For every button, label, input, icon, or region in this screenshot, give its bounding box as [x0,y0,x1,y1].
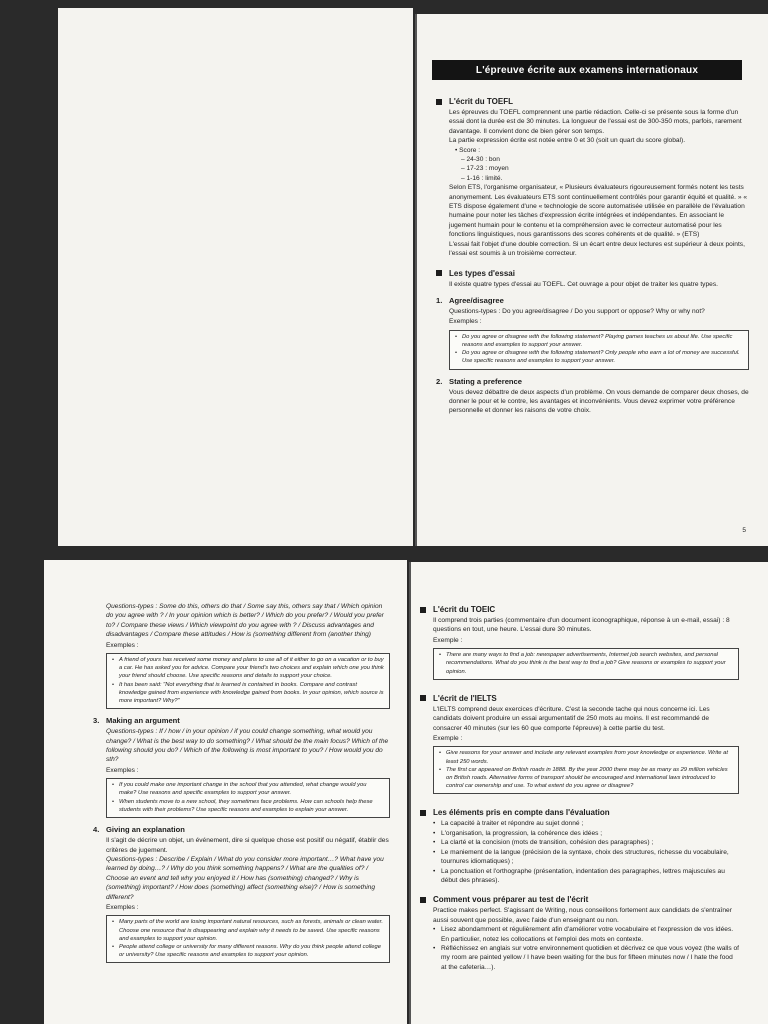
score-item: – 24-30 : bon [461,156,500,164]
example-item: • There are many ways to find a job: newspaper advertisements, Internet job search websites, and personal recommendations. What do you think is the best way to find a job? Give reasons or examples to support your opinion. [439,652,726,675]
section-3-question-types: Questions-types : If / how / in your opinion / if you could change something, what would you change? / What is the best way to do something? / What should be the main focus? Which of the following should you do? / Which of the following is most important to you? / How would you do sth? [106,728,389,764]
section-4-heading: 4. Giving an explanation [93,825,185,835]
blank-page-left [58,8,413,546]
square-bullet-icon [436,270,442,276]
section-2-text: Vous devez débattre de deux aspects d'un problème. On vous demande de comparer deux choses, de donner le pour et le contre, les avantages et inconvénients. Vous devez exprimer votre préférence personnelle et donner les raisons de votre choix. [449,388,749,415]
examples-label: Exemples : [449,318,482,326]
example-box [433,648,739,680]
section-1-question-types: Questions-types : Do you agree/disagree / Do you support or oppose? Why or why not? [449,307,705,315]
score-item: – 17-23 : moyen [461,165,509,173]
score-item: – 1-16 : limité. [461,174,503,182]
chapter-banner: L'épreuve écrite aux examens internationaux [432,60,742,80]
prepare-intro: Practice makes perfect. S'agissant de Writing, nous conseillons fortement aux candidats de s'entraîner aussi souvent que possible, avec l'aide d'un enseignant ou non. [433,907,732,924]
example-item: • Do you agree or disagree with the following statement? Only people who earn a lot of money are successful. Use specific reasons and examples to support your answer. [455,350,740,365]
example-item: • Give reasons for your answer and include any relevant examples from your knowledge or experience. Write at least 250 words. [439,750,728,765]
criteria-item: • L'organisation, la progression, la cohérence des idées ; [433,829,603,837]
page-7-column [433,604,739,972]
example-label: Exemple : [433,636,463,644]
examples-label: Exemples : [106,903,139,911]
page-7 [409,562,768,1024]
prepare-item: • Réfléchissez en anglais sur votre environnement quotidien et décrivez ce que vous voyez (the walls of my room are painted yellow / I have been waiting for the bus for fifteen minutes now / I hate the food at the cafeteria…). [433,944,739,971]
page-5 [415,14,768,546]
examples-label: Exemples : [106,766,139,774]
toefl-intro: Les épreuves du TOEFL comprennent une partie rédaction. Celle-ci se présente sous la forme d'un essai dont la durée est de 30 minutes. La longueur de l'essai est de 300-350 mots, parfois, rarement davantage. Il convient donc de bien gérer son temps. [449,109,742,135]
toeic-heading: L'écrit du TOEIC [420,604,739,615]
criteria-item: • Le maniement de la langue (précision de la syntaxe, choix des structures, richesse du vocabulaire, tournures idiomatiques) ; [433,848,729,866]
prepare-heading: Comment vous préparer au test de l'écrit [420,894,739,905]
square-bullet-icon [436,99,442,105]
square-bullet-icon [420,695,426,701]
prepare-item: • Lisez abondamment et régulièrement afin d'améliorer votre vocabulaire et l'expression de vos idées. En particulier, notez les collocations et l'emploi des mots en contexte. [433,926,734,943]
section-1-heading: 1. Agree/disagree [436,295,504,305]
criteria-item: • La ponctuation et l'orthographe (présentation, indentation des paragraphes, lettres majuscules au début des phrases). [433,867,725,884]
ielts-text: L'IELTS comprend deux exercices d'écriture. C'est la seconde tache qui nous concerne ici. Les candidats doivent produire un essai argumentatif de 250 mots au moins. Il est recommandé de consacrer 40 minutes (sur les 60 que comporte l'épreuve) à cette partie du test. [433,705,710,732]
examples-box [106,778,390,818]
criteria-item: • La capacité à traiter et répondre au sujet donné ; [433,820,584,828]
square-bullet-icon [420,897,426,903]
example-item: • If you could make one important change in the school that you attended, what change would you make? Use reasons and specific examples to support your answer. [112,782,367,797]
criteria-item: • La clarté et la concision (mots de transition, cohésion des paragraphes) ; [433,839,654,847]
toefl-heading: L'écrit du TOEFL [436,96,749,107]
examples-box [106,915,390,963]
example-item: • A friend of yours has received some money and plans to use all of it either to go on a vacation or to buy a car. He has asked you for advice. Compare your friend's two choices and explain which one you think your friend should choose. Use specific reasons and details to support your choice. [112,657,384,680]
section-3-heading: 3. Making an argument [93,716,180,726]
essay-types-intro: Il existe quatre types d'essai au TOEFL. Cet ouvrage a pour objet de traiter les quatre types. [449,280,718,288]
example-item: • The first car appeared on British roads in 1888. By the year 2000 there may be as many as 29 million vehicles on British roads. Alternative forms of transport should be encouraged and international laws introduced to control car ownership and use. To what extent do you agree or disagree? [439,766,728,790]
double-correction: L'essai fait l'objet d'une double correction. Si un écart entre deux lectures est supérieur à deux points, l'essai est soumis à un troisième correcteur. [449,240,745,258]
example-box [433,746,739,794]
example-item: • It has been said: "Not everything that is learned is contained in books. Compare and contrast knowledge gained from experience with knowledge gained from books. In your opinion, which source is more important? Why?" [112,681,384,705]
examples-box [449,330,749,370]
page-6-column [93,602,390,967]
ets-quote: Selon ETS, l'organisme organisateur, « Plusieurs évaluateurs rigoureusement formés notent les tests anonymement. Les évaluateurs ETS sont continuellement contrôlés pour garantir équité et qualité. » « ETS dispose également d'une « technologie de score automatisée utilisée en parallèle de l'évaluation humaine pour noter les tâches d'expression écrite intégrées et indépendantes. En associant le jugement humain pour le contenu et la compréhension avec le correcteur automatisé pour les fonctions linguistiques, nous garantissons des scores cohérents et de qualité. » (ETS) [449,184,747,239]
square-bullet-icon [420,810,426,816]
example-item: • Many parts of the world are losing important natural resources, such as forests, animals or clean water. Choose one resource that is disappearing and explain why it needs to be saved. Use specific reasons and examples to support your opinion. [112,919,383,942]
examples-label: Exemples : [106,641,139,649]
toefl-scoring: La partie expression écrite est notée entre 0 et 30 (soit un quart du score global). [449,137,686,145]
examples-box [106,653,390,709]
page-5-column [436,96,749,416]
example-item: • People attend college or university for many different reasons. Why do you think people attend college or university? Use specific reasons and examples to support your opinion. [112,943,381,959]
essay-types-heading: Les types d'essai [436,268,749,279]
toeic-text: Il comprend trois parties (commentaire d'un document iconographique, réponse à un e-mail, essai) : 8 questions en tout, une heure. L'essai dure 30 minutes. [433,617,730,634]
ielts-heading: L'écrit de l'IELTS [420,693,739,704]
section-2-question-types: Questions-types : Some do this, others do that / Some say this, others say that / Which opinion do you agree with ? / In your opinion which is better? / Which do you prefer? / Would you prefer to? / Compare these views / Which viewpoint do you agree with ? / Discuss advantages and disadvantages / Compare these attitudes / How is (something different from (another thing) [106,603,384,639]
page-6 [44,560,407,1024]
score-label: • Score : [455,146,481,154]
section-2-heading: 2. Stating a preference [436,376,523,386]
square-bullet-icon [420,607,426,613]
page-number: 5 [742,527,746,534]
page-gutter [415,14,417,546]
example-label: Exemple : [433,735,463,743]
criteria-heading: Les éléments pris en compte dans l'évaluation [420,807,739,818]
example-item: • When students move to a new school, they sometimes face problems. How can schools help these students with their problems? Use specific reasons and examples to explain your answer. [112,798,373,813]
example-item: • Do you agree or disagree with the following statement? Playing games teaches us about life. Use specific reasons and examples to support your answer. [455,333,733,348]
section-4-question-types: Questions-types : Describe / Explain / What do you consider more important…? What have you learned by doing…? / Why do you think something happens? / What are the qualities of? / Choose an event and tell why you enjoyed it / How has (something) changed? / Why is (something) important? / How does (something) affect (something else)? / How is something different? [106,855,384,901]
section-4-text: Il s'agit de décrire un objet, un événement, dire si quelque chose est positif ou négatif, établir des critères de jugement. [106,837,389,854]
page-gutter [409,562,411,1024]
